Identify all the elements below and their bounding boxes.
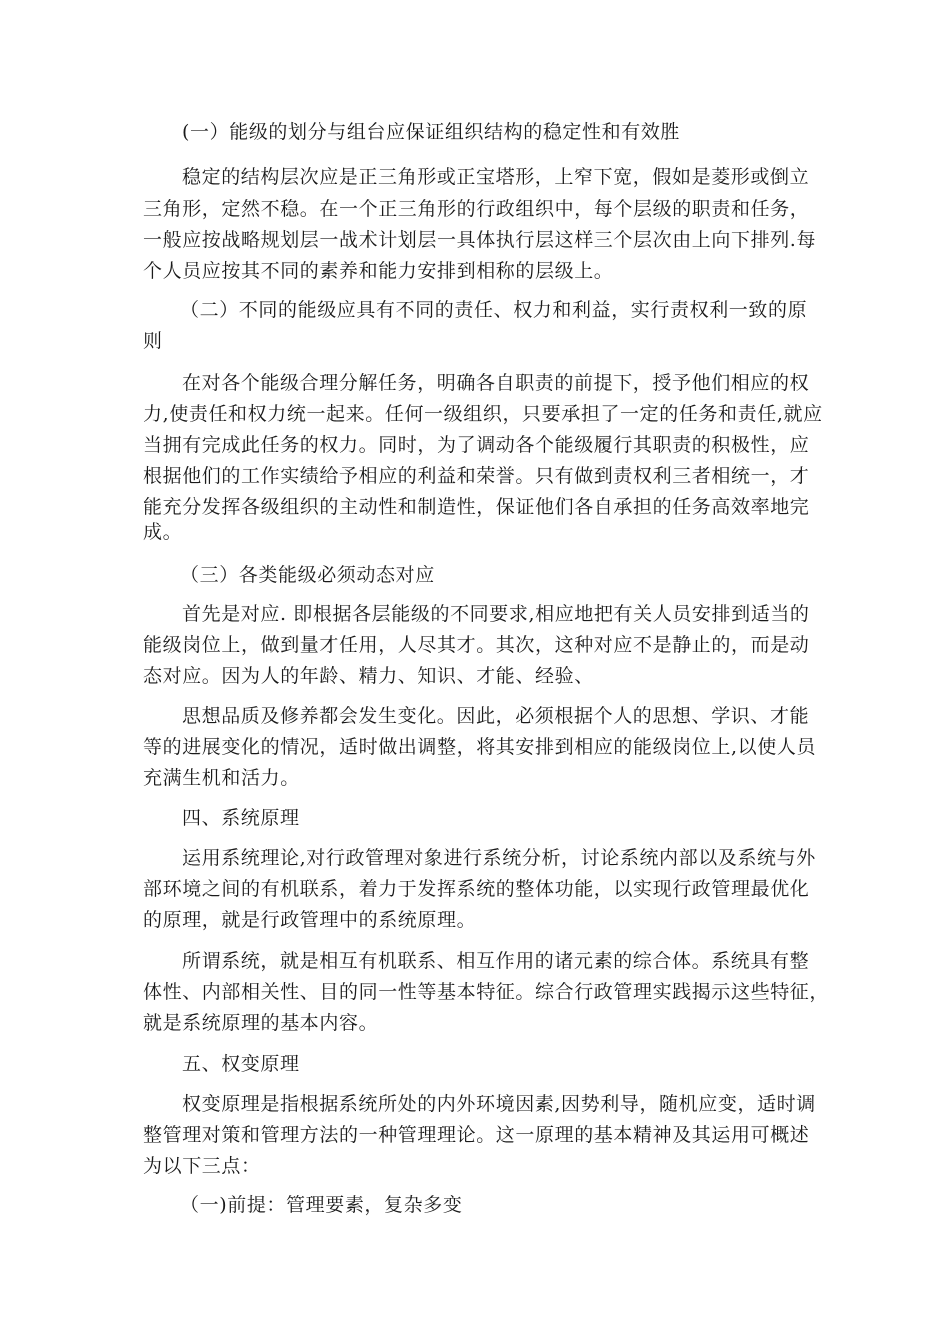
paragraph-line: 首先是对应. 即根据各层能级的不同要求,相应地把有关人员安排到适当的 bbox=[182, 603, 810, 625]
paragraph-line: 就是系统原理的基本内容。 bbox=[143, 1012, 379, 1034]
heading-premise: （一)前提：管理要素，复杂多变 bbox=[180, 1194, 463, 1216]
heading-section-1: (一）能级的划分与组台应保证组织结构的稳定性和有效胜 bbox=[182, 121, 681, 143]
paragraph-line: 能充分发挥各级组织的主动性和制造性，保证他们各自承担的任务高效率地完 bbox=[143, 496, 810, 518]
paragraph-line: 成。 bbox=[143, 521, 183, 543]
paragraph-line: 运用系统理论,对行政管理对象进行系统分析，讨论系统内部以及系统与外 bbox=[182, 847, 816, 869]
paragraph-line: 的原理，就是行政管理中的系统原理。 bbox=[143, 909, 477, 931]
heading-system-principle: 四、系统原理 bbox=[182, 807, 300, 829]
paragraph-line: 一般应按战略规划层一战术计划层一具体执行层这样三个层次由上向下排列.每 bbox=[143, 229, 817, 251]
paragraph-line: 体性、内部相关性、目的同一性等基本特征。综合行政管理实践揭示这些特征， bbox=[143, 981, 830, 1003]
heading-section-3: （三）各类能级必须动态对应 bbox=[180, 564, 435, 586]
heading-section-2-cont: 则 bbox=[143, 330, 163, 352]
paragraph-line: 稳定的结构层次应是正三角形或正宝塔形，上窄下宽，假如是菱形或倒立 bbox=[182, 166, 810, 188]
paragraph-line: 根据他们的工作实绩给予相应的利益和荣誉。只有做到责权利三者相统一，才 bbox=[143, 465, 810, 487]
paragraph-line: 所谓系统，就是相互有机联系、相互作用的诸元素的综合体。系统具有整 bbox=[182, 950, 810, 972]
paragraph-line: 当拥有完成此任务的权力。同时，为了调动各个能级履行其职责的积极性，应 bbox=[143, 434, 810, 456]
paragraph-line: 力,使责任和权力统一起来。任何一级组织，只要承担了一定的任务和责任,就应 bbox=[143, 403, 823, 425]
paragraph-line: 为以下三点： bbox=[143, 1155, 261, 1177]
paragraph-line: 权变原理是指根据系统所处的内外环境因素,因势利导，随机应变，适时调 bbox=[182, 1093, 816, 1115]
paragraph-line: 个人员应按其不同的素养和能力安排到相称的层级上。 bbox=[143, 260, 614, 282]
paragraph-line: 充满生机和活力。 bbox=[143, 767, 300, 789]
paragraph-line: 等的进展变化的情况，适时做出调整，将其安排到相应的能级岗位上,以使人员 bbox=[143, 736, 817, 758]
paragraph-line: 能级岗位上，做到量才任用，人尽其才。其次，这种对应不是静止的，而是动 bbox=[143, 634, 810, 656]
heading-contingency-principle: 五、权变原理 bbox=[182, 1053, 300, 1075]
paragraph-line: 思想品质及修养都会发生变化。因此，必须根据个人的思想、学识、才能 bbox=[182, 705, 810, 727]
heading-section-2: （二）不同的能级应具有不同的责任、权力和利益，实行责权利一致的原 bbox=[180, 299, 808, 321]
paragraph-line: 三角形，定然不稳。在一个正三角形的行政组织中，每个层级的职责和任务， bbox=[143, 198, 810, 220]
paragraph-line: 整管理对策和管理方法的一种管理理论。这一原理的基本精神及其运用可概述 bbox=[143, 1124, 810, 1146]
paragraph-line: 态对应。因为人的年龄、精力、知识、才能、经验、 bbox=[143, 665, 594, 687]
paragraph-line: 部环境之间的有机联系，着力于发挥系统的整体功能，以实现行政管理最优化 bbox=[143, 878, 810, 900]
paragraph-line: 在对各个能级合理分解任务，明确各自职责的前提下，授予他们相应的权 bbox=[182, 372, 810, 394]
